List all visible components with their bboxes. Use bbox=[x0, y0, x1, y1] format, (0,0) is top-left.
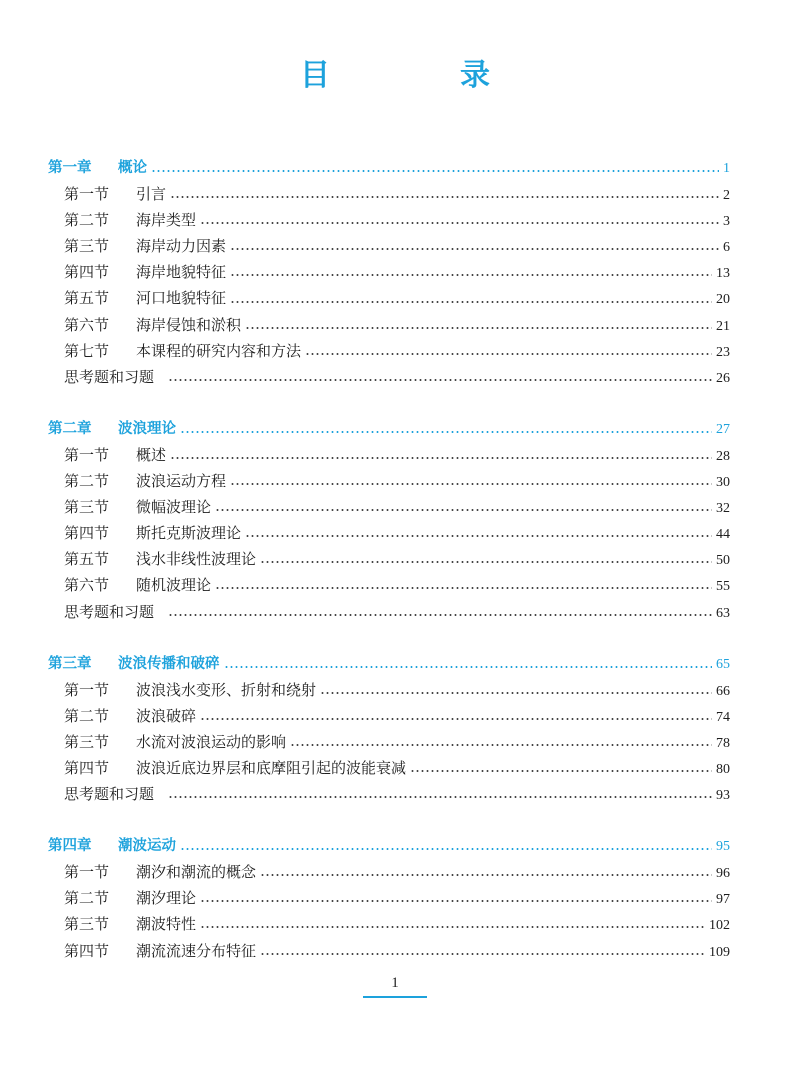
section-page: 97 bbox=[716, 892, 730, 908]
leader-dots bbox=[170, 196, 719, 198]
section-number: 第一节 bbox=[64, 445, 110, 464]
section-title: 海岸侵蚀和淤积 bbox=[136, 315, 242, 334]
section-entry[interactable] bbox=[48, 364, 730, 390]
leader-dots bbox=[290, 744, 712, 746]
section-entry[interactable] bbox=[48, 755, 730, 781]
chapter-entry[interactable] bbox=[48, 155, 730, 181]
section-number: 第五节 bbox=[64, 289, 110, 308]
section-title: 斯托克斯波理论 bbox=[136, 524, 242, 543]
section-number: 第三节 bbox=[64, 915, 110, 934]
section-title: 微幅波理论 bbox=[136, 498, 212, 517]
chapter-page: 95 bbox=[716, 839, 730, 855]
section-number: 第一节 bbox=[64, 863, 110, 882]
chapter-number: 第二章 bbox=[48, 420, 92, 437]
leader-dots bbox=[320, 692, 712, 694]
section-title: 河口地貌特征 bbox=[136, 289, 227, 308]
leader-dots bbox=[168, 379, 712, 381]
chapter-entry[interactable] bbox=[48, 833, 730, 859]
section-entry[interactable] bbox=[48, 677, 730, 703]
leader-dots bbox=[260, 561, 712, 563]
section-page: 66 bbox=[716, 683, 730, 699]
section-number: 第六节 bbox=[64, 315, 110, 334]
chapter-title: 概论 bbox=[118, 160, 147, 176]
section-page: 44 bbox=[716, 527, 730, 543]
leader-dots bbox=[230, 483, 712, 485]
section-title: 潮汐和潮流的概念 bbox=[136, 863, 257, 882]
chapter-block bbox=[48, 833, 730, 963]
section-entry[interactable] bbox=[48, 442, 730, 468]
section-entry[interactable] bbox=[48, 781, 730, 807]
section-title: 思考题和习题 bbox=[64, 602, 155, 621]
section-title: 波浪运动方程 bbox=[136, 472, 227, 491]
section-number: 第二节 bbox=[64, 706, 110, 725]
section-number: 第四节 bbox=[64, 524, 110, 543]
section-title: 波浪破碎 bbox=[136, 706, 197, 725]
leader-dots bbox=[200, 718, 712, 720]
section-page: 26 bbox=[716, 370, 730, 386]
section-entry[interactable] bbox=[48, 259, 730, 285]
section-entry[interactable] bbox=[48, 494, 730, 520]
section-title: 波浪浅水变形、折射和绕射 bbox=[136, 680, 317, 699]
section-page: 102 bbox=[709, 918, 730, 934]
section-entry[interactable] bbox=[48, 546, 730, 572]
section-number: 第二节 bbox=[64, 472, 110, 491]
section-page: 80 bbox=[716, 761, 730, 777]
leader-dots bbox=[200, 900, 712, 902]
section-page: 6 bbox=[723, 240, 730, 256]
leader-dots bbox=[410, 770, 712, 772]
section-page: 20 bbox=[716, 292, 730, 308]
leader-dots bbox=[170, 457, 712, 459]
section-entry[interactable] bbox=[48, 911, 730, 937]
leader-dots bbox=[230, 301, 712, 303]
section-number: 第三节 bbox=[64, 498, 110, 517]
section-entry[interactable] bbox=[48, 572, 730, 598]
section-entry[interactable] bbox=[48, 207, 730, 233]
section-page: 32 bbox=[716, 501, 730, 517]
section-entry[interactable] bbox=[48, 729, 730, 755]
section-entry[interactable] bbox=[48, 885, 730, 911]
section-entry[interactable] bbox=[48, 233, 730, 259]
chapter-title: 潮波运动 bbox=[118, 838, 176, 855]
section-page: 2 bbox=[723, 188, 730, 204]
section-number: 第四节 bbox=[64, 941, 110, 960]
section-entry[interactable] bbox=[48, 312, 730, 338]
leader-dots bbox=[230, 248, 719, 250]
section-number: 第三节 bbox=[64, 237, 110, 256]
section-title: 潮流流速分布特征 bbox=[136, 941, 257, 960]
section-title: 本课程的研究内容和方法 bbox=[136, 341, 302, 360]
chapter-number: 第一章 bbox=[48, 160, 92, 176]
section-entry[interactable] bbox=[48, 181, 730, 207]
leader-dots bbox=[305, 353, 712, 355]
section-page: 23 bbox=[716, 344, 730, 360]
section-page: 3 bbox=[723, 214, 730, 230]
section-entry[interactable] bbox=[48, 859, 730, 885]
section-entry[interactable] bbox=[48, 938, 730, 964]
section-page: 50 bbox=[716, 553, 730, 569]
section-number: 第二节 bbox=[64, 889, 110, 908]
section-page: 30 bbox=[716, 475, 730, 491]
section-title: 海岸动力因素 bbox=[136, 237, 227, 256]
chapter-page: 27 bbox=[716, 421, 730, 437]
leader-dots bbox=[245, 327, 712, 329]
leader-dots bbox=[260, 874, 712, 876]
leader-dots bbox=[168, 796, 712, 798]
section-title: 水流对波浪运动的影响 bbox=[136, 732, 287, 751]
section-page: 74 bbox=[716, 709, 730, 725]
chapter-title: 波浪理论 bbox=[118, 420, 176, 437]
section-title: 波浪近底边界层和底摩阻引起的波能衰减 bbox=[136, 758, 407, 777]
chapter-block bbox=[48, 155, 730, 390]
section-entry[interactable] bbox=[48, 285, 730, 311]
section-title: 概述 bbox=[136, 445, 167, 464]
section-title: 思考题和习题 bbox=[64, 785, 155, 804]
chapter-block bbox=[48, 651, 730, 808]
section-number: 第三节 bbox=[64, 732, 110, 751]
section-page: 55 bbox=[716, 579, 730, 595]
section-page: 13 bbox=[716, 266, 730, 282]
section-title: 海岸类型 bbox=[136, 211, 197, 230]
section-entry[interactable] bbox=[48, 599, 730, 625]
leader-dots bbox=[224, 666, 713, 668]
leader-dots bbox=[215, 587, 712, 589]
section-number: 第五节 bbox=[64, 550, 110, 569]
chapter-page: 65 bbox=[716, 656, 730, 672]
chapter-block bbox=[48, 416, 730, 625]
section-entry[interactable] bbox=[48, 468, 730, 494]
section-number: 第四节 bbox=[64, 263, 110, 282]
section-number: 第四节 bbox=[64, 758, 110, 777]
chapter-page: 1 bbox=[723, 161, 730, 176]
leader-dots bbox=[230, 274, 712, 276]
chapter-entry[interactable] bbox=[48, 416, 730, 442]
leader-dots bbox=[180, 848, 712, 850]
section-number: 第一节 bbox=[64, 185, 110, 204]
section-number: 第二节 bbox=[64, 211, 110, 230]
leader-dots bbox=[151, 170, 719, 172]
chapter-title: 波浪传播和破碎 bbox=[118, 655, 220, 672]
page-title: 目 录 bbox=[300, 58, 540, 93]
section-page: 96 bbox=[716, 866, 730, 882]
section-title: 潮波特性 bbox=[136, 915, 197, 934]
section-page: 28 bbox=[716, 448, 730, 464]
section-title: 浅水非线性波理论 bbox=[136, 550, 257, 569]
section-page: 109 bbox=[709, 944, 730, 960]
section-entry[interactable] bbox=[48, 703, 730, 729]
leader-dots bbox=[215, 509, 712, 511]
leader-dots bbox=[180, 431, 712, 433]
footer-rule bbox=[363, 996, 427, 998]
section-number: 第七节 bbox=[64, 341, 110, 360]
leader-dots bbox=[168, 614, 712, 616]
section-entry[interactable] bbox=[48, 338, 730, 364]
table-of-contents bbox=[48, 155, 730, 964]
section-entry[interactable] bbox=[48, 520, 730, 546]
chapter-number: 第四章 bbox=[48, 838, 92, 855]
leader-dots bbox=[245, 535, 712, 537]
section-page: 78 bbox=[716, 735, 730, 751]
section-title: 思考题和习题 bbox=[64, 367, 155, 386]
section-number: 第一节 bbox=[64, 680, 110, 699]
section-title: 海岸地貌特征 bbox=[136, 263, 227, 282]
section-page: 63 bbox=[716, 605, 730, 621]
section-page: 93 bbox=[716, 788, 730, 804]
section-title: 引言 bbox=[136, 185, 167, 204]
section-title: 潮汐理论 bbox=[136, 889, 197, 908]
page-number: 1 bbox=[391, 975, 399, 991]
section-title: 随机波理论 bbox=[136, 576, 212, 595]
section-page: 21 bbox=[716, 318, 730, 334]
section-number: 第六节 bbox=[64, 576, 110, 595]
leader-dots bbox=[200, 926, 705, 928]
chapter-number: 第三章 bbox=[48, 655, 92, 672]
leader-dots bbox=[200, 222, 719, 224]
chapter-entry[interactable] bbox=[48, 651, 730, 677]
leader-dots bbox=[260, 953, 705, 955]
